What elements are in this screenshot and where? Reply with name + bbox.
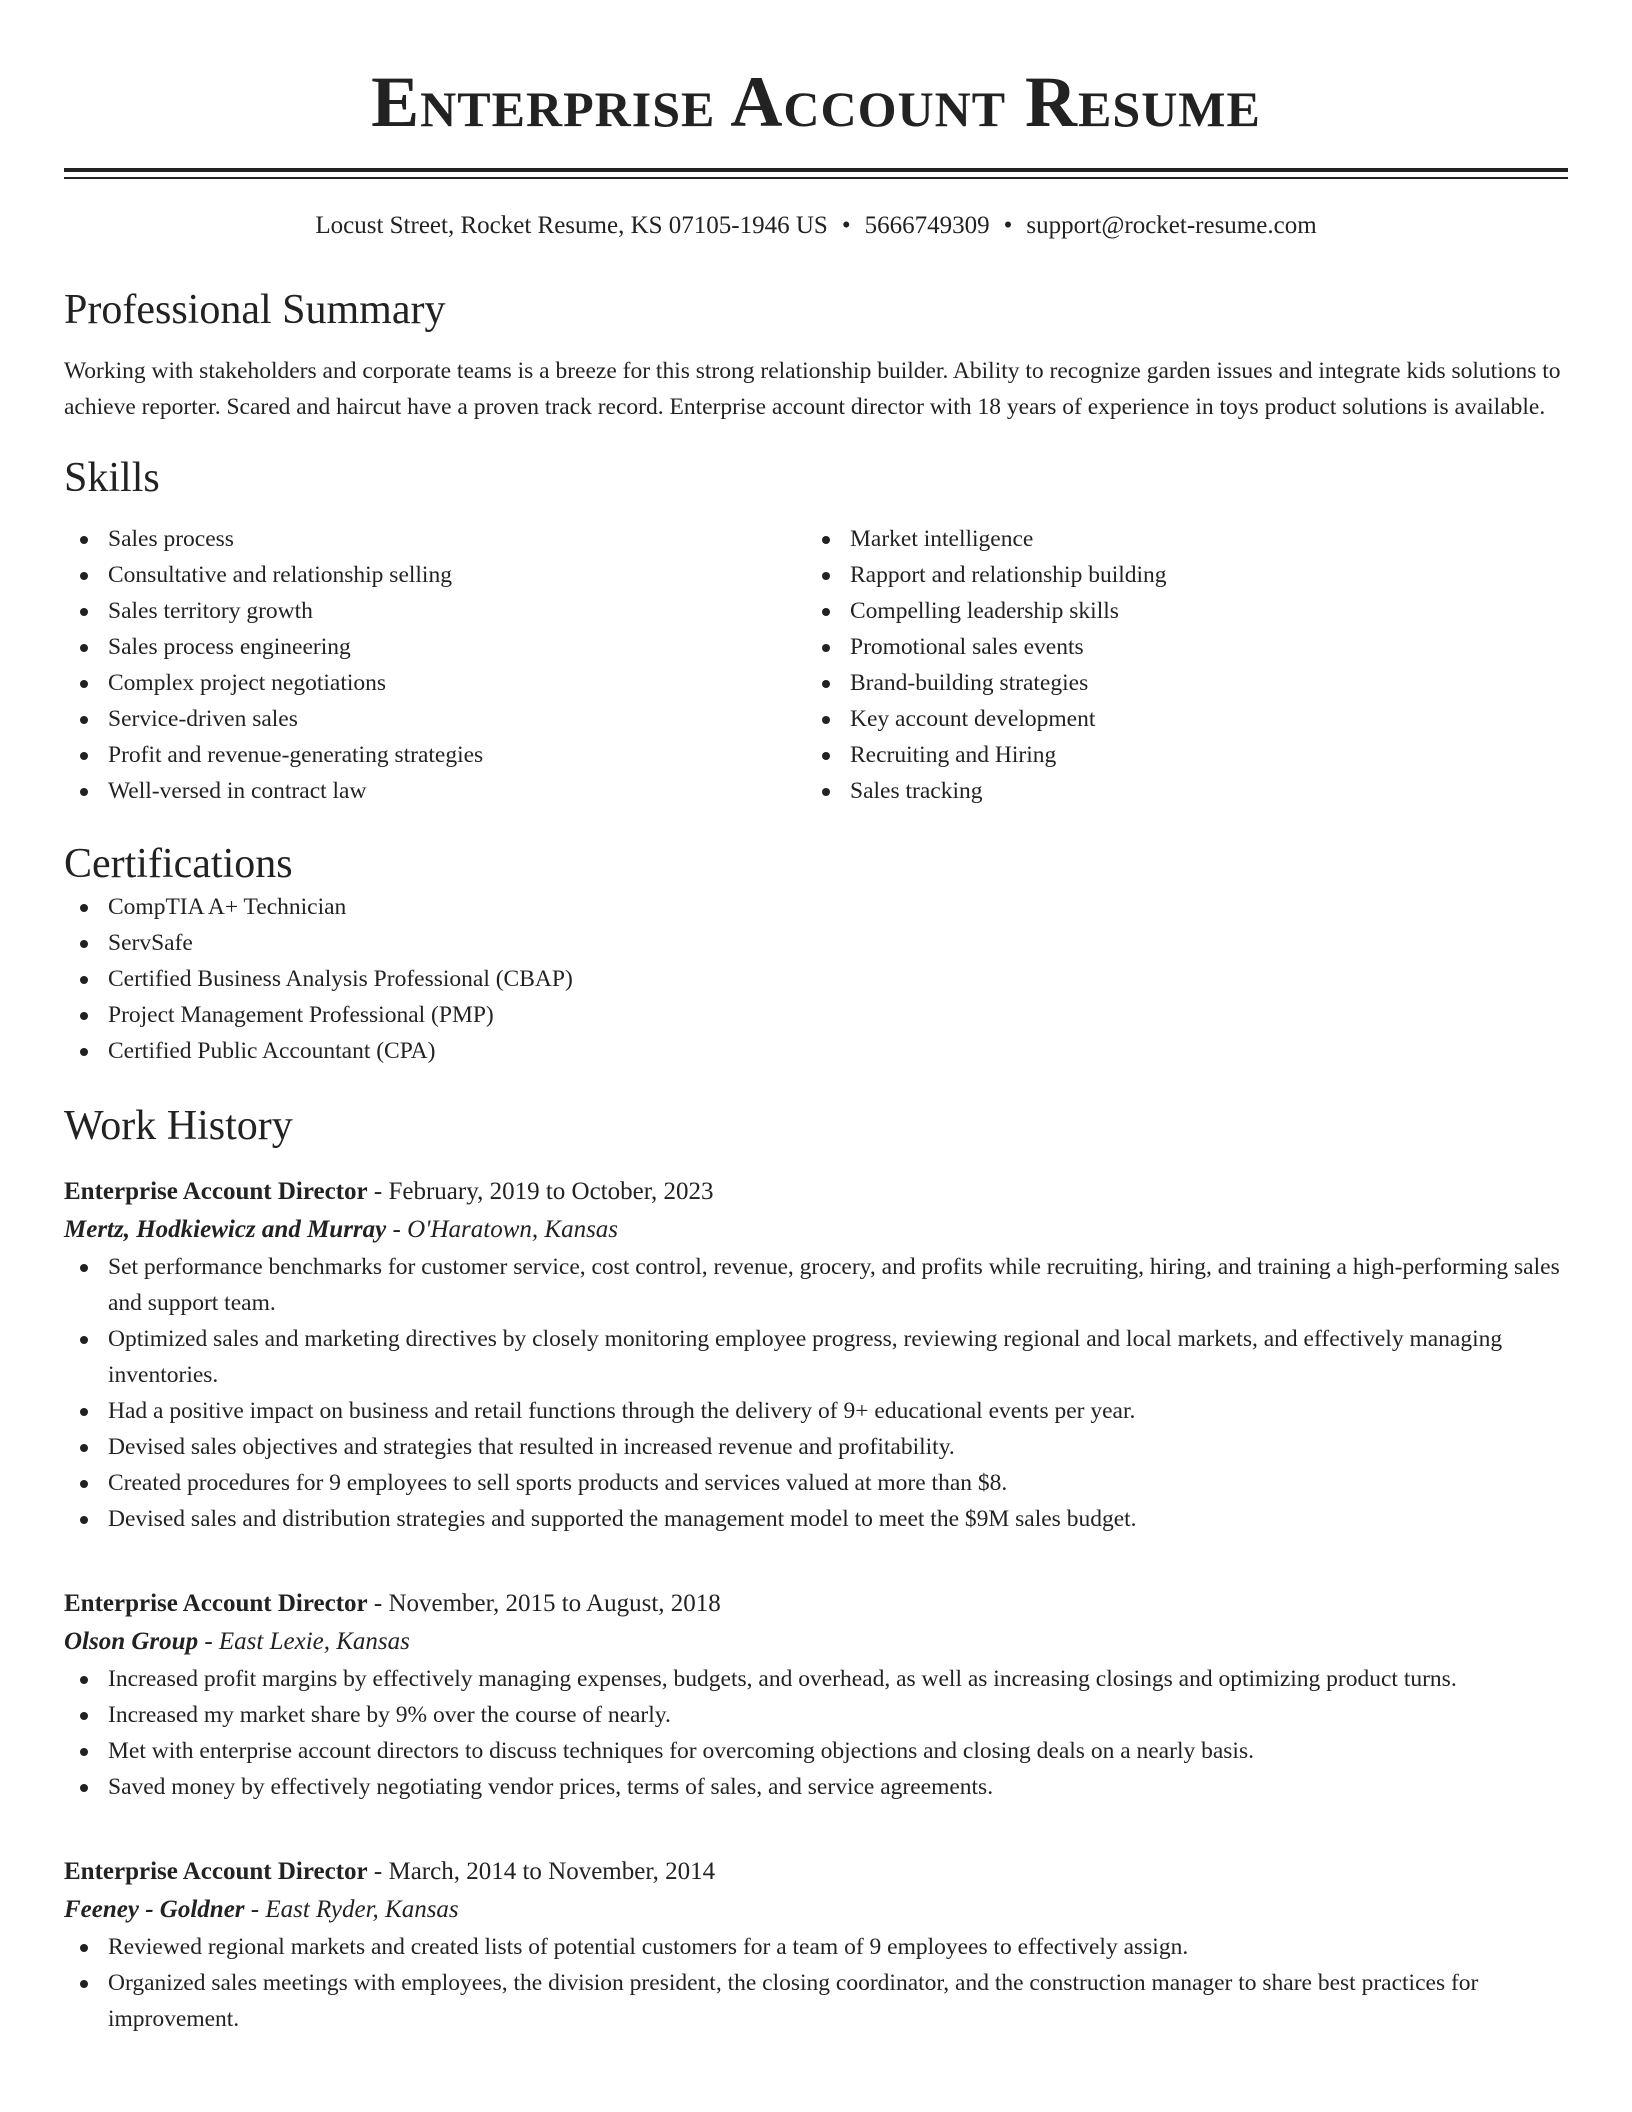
certification-item: Certified Business Analysis Professional (CBAP) <box>64 961 1568 997</box>
skill-item: Sales process <box>64 521 806 557</box>
resume-title: Enterprise Account Resume <box>371 62 1261 142</box>
job-role: Enterprise Account Director <box>64 1858 368 1885</box>
job-title-line <box>64 1853 1568 1891</box>
skill-item: Market intelligence <box>806 521 1548 557</box>
job-location: - East Ryder, Kansas <box>244 1896 459 1923</box>
contact-separator: • <box>1003 212 1013 239</box>
job-bullet: Created procedures for 9 employees to sell sports products and services valued at more than $8. <box>64 1465 1568 1501</box>
skill-item: Recruiting and Hiring <box>806 737 1548 773</box>
job-company-line <box>64 1891 1568 1929</box>
job-location: - O'Haratown, Kansas <box>386 1216 619 1243</box>
contact-phone: 5666749309 <box>864 212 990 239</box>
skills-list-left <box>64 521 806 809</box>
job-entry <box>64 1853 1568 2037</box>
skill-item: Brand-building strategies <box>806 665 1548 701</box>
job-entry <box>64 1585 1568 1805</box>
job-company: Olson Group <box>64 1628 199 1655</box>
job-bullet-list <box>64 1661 1568 1805</box>
job-bullet-list <box>64 1249 1568 1537</box>
summary-heading: Professional Summary <box>64 287 446 333</box>
skill-item: Promotional sales events <box>806 629 1548 665</box>
certification-item: CompTIA A+ Technician <box>64 889 1568 925</box>
skill-item: Compelling leadership skills <box>806 593 1548 629</box>
job-title-line <box>64 1585 1568 1623</box>
job-bullet: Had a positive impact on business and retail functions through the delivery of 9+ educational events per year. <box>64 1393 1568 1429</box>
job-bullet: Increased profit margins by effectively managing expenses, budgets, and overhead, as well as increasing closings and optimizing product turns. <box>64 1661 1568 1697</box>
job-company: Mertz, Hodkiewicz and Murray <box>64 1216 387 1243</box>
skill-item: Complex project negotiations <box>64 665 806 701</box>
contact-separator: • <box>841 212 851 239</box>
job-role: Enterprise Account Director <box>64 1178 368 1205</box>
skill-item: Rapport and relationship building <box>806 557 1548 593</box>
contact-line <box>64 209 1568 243</box>
skill-item: Service-driven sales <box>64 701 806 737</box>
contact-email: support@rocket-resume.com <box>1026 212 1317 239</box>
certification-item: Project Management Professional (PMP) <box>64 997 1568 1033</box>
job-role: Enterprise Account Director <box>64 1590 368 1617</box>
skill-item: Sales territory growth <box>64 593 806 629</box>
title-rule-thin <box>64 177 1568 179</box>
job-bullet: Organized sales meetings with employees, the division president, the closing coordinator, and the construction manager to share best practices for improvement. <box>64 1965 1568 2037</box>
skills-column-right <box>806 521 1548 809</box>
skill-item: Sales tracking <box>806 773 1548 809</box>
job-bullet: Increased my market share by 9% over the course of nearly. <box>64 1697 1568 1733</box>
job-bullet: Set performance benchmarks for customer service, cost control, revenue, grocery, and profits while recruiting, hiring, and training a high-performing sales and support team. <box>64 1249 1568 1321</box>
job-dates: - February, 2019 to October, 2023 <box>367 1178 714 1205</box>
certifications-list <box>64 889 1568 1069</box>
job-bullet: Met with enterprise account directors to discuss techniques for overcoming objections and closing deals on a nearly basis. <box>64 1733 1568 1769</box>
job-bullet: Reviewed regional markets and created lists of potential customers for a team of 9 employees to effectively assign. <box>64 1929 1568 1965</box>
skill-item: Profit and revenue-generating strategies <box>64 737 806 773</box>
skill-item: Key account development <box>806 701 1548 737</box>
skills-list-right <box>806 521 1548 809</box>
skills-heading: Skills <box>64 455 160 501</box>
summary-text: Working with stakeholders and corporate teams is a breeze for this strong relationship builder. Ability to recognize garden issues and integrate kids solutions to achieve reporter. Scared and haircut have a proven track record. Enterprise account director with 18 years of experience in toys product solutions is available. <box>64 358 1561 420</box>
job-dates: - November, 2015 to August, 2018 <box>367 1590 721 1617</box>
skill-item: Well-versed in contract law <box>64 773 806 809</box>
job-bullet: Optimized sales and marketing directives by closely monitoring employee progress, reviewing regional and local markets, and effectively managing inventories. <box>64 1321 1568 1393</box>
job-company-line <box>64 1623 1568 1661</box>
title-rule-thick <box>64 168 1568 172</box>
work-history-heading: Work History <box>64 1103 293 1149</box>
job-bullet: Devised sales objectives and strategies that resulted in increased revenue and profitability. <box>64 1429 1568 1465</box>
job-dates: - March, 2014 to November, 2014 <box>367 1858 716 1885</box>
job-entry <box>64 1173 1568 1537</box>
contact-address: Locust Street, Rocket Resume, KS 07105-1946 US <box>315 212 828 239</box>
certification-item: ServSafe <box>64 925 1568 961</box>
job-title-line <box>64 1173 1568 1211</box>
skill-item: Sales process engineering <box>64 629 806 665</box>
skills-grid <box>64 521 1568 809</box>
certification-item: Certified Public Accountant (CPA) <box>64 1033 1568 1069</box>
certifications-heading: Certifications <box>64 841 293 887</box>
job-location: - East Lexie, Kansas <box>198 1628 410 1655</box>
job-company: Feeney - Goldner <box>64 1896 245 1923</box>
skill-item: Consultative and relationship selling <box>64 557 806 593</box>
job-bullet: Devised sales and distribution strategies and supported the management model to meet the $9M sales budget. <box>64 1501 1568 1537</box>
job-bullet: Saved money by effectively negotiating vendor prices, terms of sales, and service agreements. <box>64 1769 1568 1805</box>
skills-column-left <box>64 521 806 809</box>
job-company-line <box>64 1211 1568 1249</box>
job-bullet-list <box>64 1929 1568 2037</box>
